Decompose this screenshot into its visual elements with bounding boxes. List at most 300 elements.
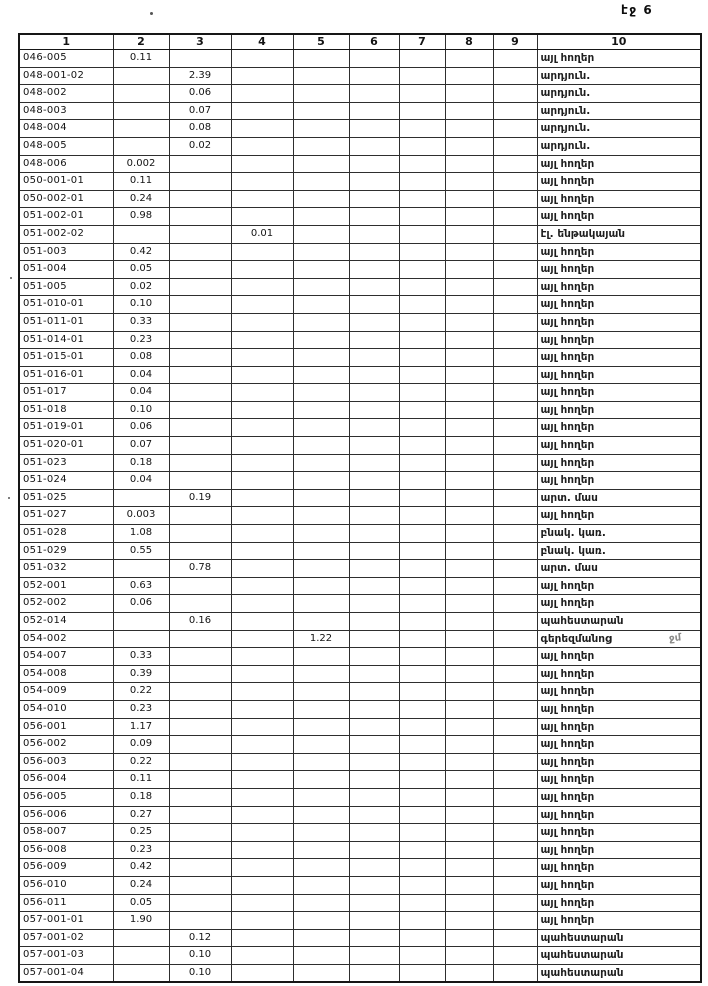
- parcel-code-cell: 052-002: [19, 595, 113, 613]
- land-use-label-cell: այլ հողեր: [537, 296, 701, 314]
- table-row: [19, 384, 701, 402]
- area-value-cell: [293, 912, 349, 930]
- area-value-cell: [169, 437, 231, 455]
- area-value-cell: [349, 964, 399, 982]
- area-value-cell: [349, 577, 399, 595]
- area-value-cell: 1.22: [293, 630, 349, 648]
- area-value-cell: [293, 824, 349, 842]
- table-row: [19, 894, 701, 912]
- table-row: [19, 120, 701, 138]
- area-value-cell: 0.24: [113, 876, 169, 894]
- area-value-cell: [293, 472, 349, 490]
- area-value-cell: [493, 788, 537, 806]
- parcel-code-cell: 056-011: [19, 894, 113, 912]
- parcel-code-cell: 050-002-01: [19, 190, 113, 208]
- land-use-label-cell: պահեստարան: [537, 947, 701, 965]
- parcel-code-cell: 048-004: [19, 120, 113, 138]
- area-value-cell: [349, 788, 399, 806]
- area-value-cell: [169, 155, 231, 173]
- area-value-cell: 0.05: [113, 261, 169, 279]
- area-value-cell: [399, 261, 445, 279]
- area-value-cell: [231, 366, 293, 384]
- land-use-label-cell: այլ հողեր: [537, 665, 701, 683]
- column-header-9: 9: [493, 34, 537, 50]
- area-value-cell: [169, 859, 231, 877]
- table-row: [19, 947, 701, 965]
- handwritten-margin-note: ջմ: [668, 632, 682, 645]
- area-value-cell: [293, 613, 349, 631]
- area-value-cell: [231, 454, 293, 472]
- table-row: [19, 665, 701, 683]
- area-value-cell: [349, 929, 399, 947]
- area-value-cell: [493, 525, 537, 543]
- area-value-cell: [293, 85, 349, 103]
- area-value-cell: [349, 296, 399, 314]
- table-row: [19, 173, 701, 191]
- area-value-cell: [399, 155, 445, 173]
- area-value-cell: [169, 261, 231, 279]
- area-value-cell: [399, 472, 445, 490]
- table-row: [19, 683, 701, 701]
- area-value-cell: [349, 736, 399, 754]
- area-value-cell: [169, 824, 231, 842]
- area-value-cell: [445, 278, 493, 296]
- area-value-cell: [293, 648, 349, 666]
- area-value-cell: 0.002: [113, 155, 169, 173]
- area-value-cell: [231, 120, 293, 138]
- land-use-label-cell: այլ հողեր: [537, 401, 701, 419]
- area-value-cell: 0.09: [113, 736, 169, 754]
- area-value-cell: [493, 824, 537, 842]
- area-value-cell: [399, 243, 445, 261]
- land-use-label-cell: այլ հողեր: [537, 595, 701, 613]
- parcel-code-cell: 054-009: [19, 683, 113, 701]
- land-use-label-cell: այլ հողեր: [537, 912, 701, 930]
- area-value-cell: [493, 437, 537, 455]
- area-value-cell: [349, 753, 399, 771]
- column-header-6: 6: [349, 34, 399, 50]
- area-value-cell: [445, 718, 493, 736]
- area-value-cell: [169, 384, 231, 402]
- area-value-cell: [293, 278, 349, 296]
- land-use-label-cell: այլ հողեր: [537, 859, 701, 877]
- area-value-cell: [293, 437, 349, 455]
- area-value-cell: [445, 67, 493, 85]
- area-value-cell: [169, 648, 231, 666]
- area-value-cell: [231, 964, 293, 982]
- area-value-cell: [293, 419, 349, 437]
- parcel-code-cell: 051-003: [19, 243, 113, 261]
- table-row: [19, 718, 701, 736]
- area-value-cell: 0.10: [169, 947, 231, 965]
- table-row: [19, 700, 701, 718]
- parcel-code-cell: 056-005: [19, 788, 113, 806]
- area-value-cell: [445, 296, 493, 314]
- parcel-code-cell: 056-009: [19, 859, 113, 877]
- land-use-label-cell: այլ հողեր: [537, 278, 701, 296]
- parcel-code-cell: 048-003: [19, 102, 113, 120]
- table-row: [19, 753, 701, 771]
- parcel-code-cell: 051-015-01: [19, 349, 113, 367]
- parcel-code-cell: 052-001: [19, 577, 113, 595]
- table-row: [19, 648, 701, 666]
- land-use-label-cell: այլ հողեր: [537, 384, 701, 402]
- area-value-cell: [169, 331, 231, 349]
- area-value-cell: [493, 155, 537, 173]
- area-value-cell: 0.27: [113, 806, 169, 824]
- area-value-cell: [231, 313, 293, 331]
- area-value-cell: [445, 454, 493, 472]
- area-value-cell: [231, 243, 293, 261]
- area-value-cell: 0.04: [113, 472, 169, 490]
- area-value-cell: [169, 366, 231, 384]
- area-value-cell: [231, 876, 293, 894]
- area-value-cell: [293, 261, 349, 279]
- area-value-cell: [231, 102, 293, 120]
- area-value-cell: [445, 929, 493, 947]
- area-value-cell: [293, 595, 349, 613]
- land-use-label-cell: այլ հողեր: [537, 50, 701, 68]
- area-value-cell: [493, 841, 537, 859]
- area-value-cell: [231, 577, 293, 595]
- area-value-cell: [169, 507, 231, 525]
- area-value-cell: [169, 595, 231, 613]
- area-value-cell: [399, 173, 445, 191]
- area-value-cell: [169, 349, 231, 367]
- area-value-cell: [445, 788, 493, 806]
- parcel-code-cell: 051-002-01: [19, 208, 113, 226]
- area-value-cell: [349, 155, 399, 173]
- area-value-cell: [349, 278, 399, 296]
- area-value-cell: [349, 806, 399, 824]
- land-use-label-cell: այլ հողեր: [537, 718, 701, 736]
- area-value-cell: [231, 771, 293, 789]
- area-value-cell: 0.23: [113, 700, 169, 718]
- land-use-label-cell: այլ հողեր: [537, 208, 701, 226]
- area-value-cell: [349, 454, 399, 472]
- scan-speck: [10, 277, 12, 279]
- land-use-label-cell: այլ հողեր: [537, 683, 701, 701]
- parcel-code-cell: 048-005: [19, 137, 113, 155]
- land-use-label-cell: այլ հողեր: [537, 437, 701, 455]
- area-value-cell: [399, 349, 445, 367]
- area-value-cell: [231, 507, 293, 525]
- area-value-cell: [445, 489, 493, 507]
- area-value-cell: [293, 173, 349, 191]
- area-value-cell: [349, 824, 399, 842]
- parcel-code-cell: 051-017: [19, 384, 113, 402]
- table-row: [19, 67, 701, 85]
- parcel-code-cell: 054-010: [19, 700, 113, 718]
- area-value-cell: [445, 85, 493, 103]
- area-value-cell: [349, 947, 399, 965]
- area-value-cell: [399, 208, 445, 226]
- area-value-cell: [399, 683, 445, 701]
- table-row: [19, 929, 701, 947]
- area-value-cell: [493, 806, 537, 824]
- area-value-cell: [231, 278, 293, 296]
- area-value-cell: [349, 894, 399, 912]
- table-row: [19, 577, 701, 595]
- area-value-cell: [293, 155, 349, 173]
- area-value-cell: [399, 577, 445, 595]
- table-row: [19, 225, 701, 243]
- land-use-label-cell: արտ. մաս: [537, 489, 701, 507]
- area-value-cell: [445, 577, 493, 595]
- area-value-cell: [231, 718, 293, 736]
- area-value-cell: [293, 208, 349, 226]
- area-value-cell: 0.78: [169, 560, 231, 578]
- header-row: [19, 34, 701, 50]
- area-value-cell: [445, 137, 493, 155]
- area-value-cell: [399, 841, 445, 859]
- area-value-cell: 0.33: [113, 313, 169, 331]
- area-value-cell: [349, 190, 399, 208]
- area-value-cell: 0.63: [113, 577, 169, 595]
- area-value-cell: [445, 331, 493, 349]
- area-value-cell: [293, 542, 349, 560]
- land-use-label-cell: այլ հողեր: [537, 419, 701, 437]
- column-header-8: 8: [445, 34, 493, 50]
- area-value-cell: [293, 947, 349, 965]
- area-value-cell: [493, 243, 537, 261]
- area-value-cell: [349, 243, 399, 261]
- area-value-cell: [231, 595, 293, 613]
- area-value-cell: [349, 525, 399, 543]
- area-value-cell: [293, 401, 349, 419]
- area-value-cell: [169, 472, 231, 490]
- area-value-cell: [399, 190, 445, 208]
- land-use-label-cell: այլ հողեր: [537, 577, 701, 595]
- area-value-cell: [231, 331, 293, 349]
- table-row: [19, 859, 701, 877]
- scan-speck: [8, 497, 10, 499]
- parcel-code-cell: 051-002-02: [19, 225, 113, 243]
- area-value-cell: [399, 824, 445, 842]
- area-value-cell: [349, 542, 399, 560]
- area-value-cell: [113, 964, 169, 982]
- area-value-cell: [231, 401, 293, 419]
- table-row: [19, 841, 701, 859]
- area-value-cell: [399, 806, 445, 824]
- table-row: [19, 278, 701, 296]
- area-value-cell: [169, 683, 231, 701]
- area-value-cell: [493, 929, 537, 947]
- land-use-label-cell: այլ հողեր: [537, 313, 701, 331]
- area-value-cell: 2.39: [169, 67, 231, 85]
- area-value-cell: [493, 542, 537, 560]
- table-row: [19, 912, 701, 930]
- area-value-cell: [293, 736, 349, 754]
- area-value-cell: [349, 50, 399, 68]
- parcel-code-cell: 051-018: [19, 401, 113, 419]
- area-value-cell: [349, 349, 399, 367]
- table-row: [19, 542, 701, 560]
- area-value-cell: [493, 120, 537, 138]
- area-value-cell: [399, 331, 445, 349]
- table-row: [19, 788, 701, 806]
- area-value-cell: [349, 437, 399, 455]
- land-use-label-cell: արդյուն.: [537, 102, 701, 120]
- area-value-cell: [231, 665, 293, 683]
- area-value-cell: [169, 806, 231, 824]
- area-value-cell: [399, 85, 445, 103]
- table-row: [19, 50, 701, 68]
- area-value-cell: [493, 401, 537, 419]
- area-value-cell: [349, 67, 399, 85]
- area-value-cell: [113, 85, 169, 103]
- area-value-cell: [399, 419, 445, 437]
- area-value-cell: [349, 261, 399, 279]
- area-value-cell: 0.10: [169, 964, 231, 982]
- area-value-cell: [231, 912, 293, 930]
- area-value-cell: 0.04: [113, 366, 169, 384]
- area-value-cell: [293, 50, 349, 68]
- area-value-cell: [113, 102, 169, 120]
- area-value-cell: 0.25: [113, 824, 169, 842]
- area-value-cell: [169, 753, 231, 771]
- parcel-code-cell: 051-011-01: [19, 313, 113, 331]
- area-value-cell: [231, 50, 293, 68]
- table-row: [19, 85, 701, 103]
- area-value-cell: [445, 947, 493, 965]
- land-use-label-cell: պահեստարան: [537, 964, 701, 982]
- area-value-cell: [445, 912, 493, 930]
- area-value-cell: [399, 648, 445, 666]
- area-value-cell: [169, 788, 231, 806]
- area-value-cell: [399, 665, 445, 683]
- area-value-cell: [169, 173, 231, 191]
- table-header: [19, 34, 701, 50]
- area-value-cell: [445, 806, 493, 824]
- parcel-code-cell: 054-002: [19, 630, 113, 648]
- table-row: [19, 349, 701, 367]
- area-value-cell: [231, 296, 293, 314]
- table-row: [19, 771, 701, 789]
- land-use-label-cell: այլ հողեր: [537, 876, 701, 894]
- table-row: [19, 155, 701, 173]
- area-value-cell: [493, 208, 537, 226]
- column-header-3: 3: [169, 34, 231, 50]
- area-value-cell: [445, 313, 493, 331]
- area-value-cell: [399, 736, 445, 754]
- area-value-cell: [293, 489, 349, 507]
- parcel-code-cell: 051-024: [19, 472, 113, 490]
- area-value-cell: [493, 507, 537, 525]
- area-value-cell: 0.02: [169, 137, 231, 155]
- page-number-label: էջ 6: [621, 3, 654, 17]
- area-value-cell: [113, 67, 169, 85]
- area-value-cell: [113, 630, 169, 648]
- area-value-cell: [293, 876, 349, 894]
- parcel-code-cell: 051-032: [19, 560, 113, 578]
- area-value-cell: [493, 859, 537, 877]
- area-value-cell: [293, 560, 349, 578]
- area-value-cell: [445, 630, 493, 648]
- area-value-cell: [399, 718, 445, 736]
- area-value-cell: 1.90: [113, 912, 169, 930]
- area-value-cell: [399, 788, 445, 806]
- area-value-cell: [399, 753, 445, 771]
- parcel-code-cell: 057-001-03: [19, 947, 113, 965]
- area-value-cell: [493, 173, 537, 191]
- table-row: [19, 613, 701, 631]
- area-value-cell: [399, 67, 445, 85]
- area-value-cell: [231, 261, 293, 279]
- area-value-cell: [493, 489, 537, 507]
- area-value-cell: [349, 331, 399, 349]
- area-value-cell: [399, 929, 445, 947]
- area-value-cell: [493, 700, 537, 718]
- area-value-cell: [445, 243, 493, 261]
- area-value-cell: [293, 841, 349, 859]
- table-row: [19, 419, 701, 437]
- area-value-cell: [493, 50, 537, 68]
- area-value-cell: [293, 718, 349, 736]
- area-value-cell: [399, 50, 445, 68]
- area-value-cell: [293, 67, 349, 85]
- area-value-cell: 0.22: [113, 683, 169, 701]
- area-value-cell: [445, 542, 493, 560]
- area-value-cell: [293, 806, 349, 824]
- area-value-cell: [231, 349, 293, 367]
- area-value-cell: [493, 613, 537, 631]
- land-use-label-cell: այլ հողեր: [537, 349, 701, 367]
- area-value-cell: [445, 613, 493, 631]
- area-value-cell: [293, 788, 349, 806]
- area-value-cell: [231, 472, 293, 490]
- land-use-label-cell: այլ հողեր: [537, 472, 701, 490]
- land-use-label-cell: էլ. ենթակայան: [537, 225, 701, 243]
- area-value-cell: [399, 700, 445, 718]
- parcel-code-cell: 056-001: [19, 718, 113, 736]
- area-value-cell: [169, 736, 231, 754]
- area-value-cell: [493, 67, 537, 85]
- parcel-code-cell: 051-019-01: [19, 419, 113, 437]
- area-value-cell: [169, 296, 231, 314]
- area-value-cell: [169, 208, 231, 226]
- area-value-cell: [493, 278, 537, 296]
- land-use-label-cell: բնակ. կառ.: [537, 542, 701, 560]
- area-value-cell: [231, 806, 293, 824]
- area-value-cell: 0.16: [169, 613, 231, 631]
- area-value-cell: [169, 190, 231, 208]
- column-header-5: 5: [293, 34, 349, 50]
- area-value-cell: [231, 85, 293, 103]
- area-value-cell: [445, 648, 493, 666]
- area-value-cell: [493, 683, 537, 701]
- area-value-cell: [493, 577, 537, 595]
- area-value-cell: [113, 560, 169, 578]
- parcel-code-cell: 052-014: [19, 613, 113, 631]
- area-value-cell: [293, 190, 349, 208]
- land-use-label-cell: այլ հողեր: [537, 507, 701, 525]
- parcel-code-cell: 051-029: [19, 542, 113, 560]
- area-value-cell: [349, 120, 399, 138]
- area-value-cell: [349, 507, 399, 525]
- land-use-label-cell: արդյուն.: [537, 120, 701, 138]
- area-value-cell: [445, 419, 493, 437]
- area-value-cell: [493, 190, 537, 208]
- table-row: [19, 296, 701, 314]
- area-value-cell: [399, 296, 445, 314]
- parcel-code-cell: 048-006: [19, 155, 113, 173]
- area-value-cell: [493, 454, 537, 472]
- area-value-cell: [293, 929, 349, 947]
- area-value-cell: 0.08: [169, 120, 231, 138]
- area-value-cell: [349, 718, 399, 736]
- area-value-cell: [231, 947, 293, 965]
